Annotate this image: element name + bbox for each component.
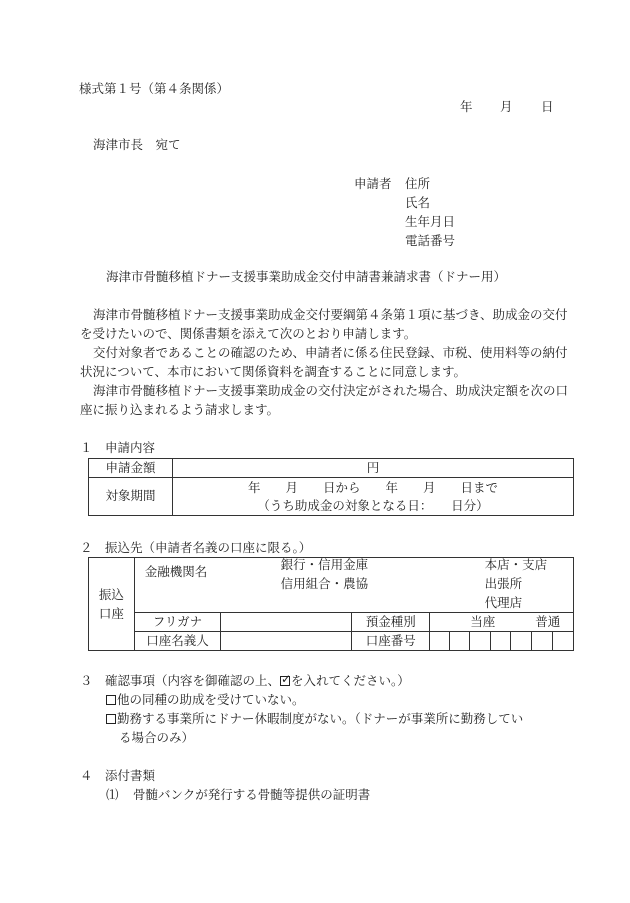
- account-digit-6: [532, 632, 553, 651]
- checkbox-icon[interactable]: [106, 714, 116, 724]
- section3-heading: [80, 675, 410, 688]
- transfer-label-line-2: 口座: [98, 606, 124, 621]
- applicant-label: 申請者: [354, 176, 392, 191]
- checkbox-icon[interactable]: [106, 695, 116, 705]
- period-line-2: （うち助成金の対象となる日： 日分）: [257, 497, 489, 513]
- bank-type-line-1: 銀行・信用金庫: [280, 557, 369, 572]
- body-paragraph-3: 海津市骨髄移植ドナー支援事業助成金の交付決定がされた場合、助成決定額を次の口座に振り込まれるよう請求します。: [80, 383, 569, 417]
- account-digit-1: [430, 632, 450, 651]
- bank-name-cell: [221, 558, 574, 613]
- applicant-phone-label: 電話番号: [405, 233, 456, 248]
- section4-heading: ４ 添付書類: [80, 768, 156, 783]
- applicant-name-label: 氏名: [405, 195, 431, 210]
- account-digit-4: [490, 632, 511, 651]
- date-day-label: 日: [541, 99, 554, 114]
- branch-type-2: 出張所: [484, 576, 523, 591]
- branch-type-3: 代理店: [484, 595, 523, 610]
- account-digit-2: [450, 632, 470, 651]
- body-text: [80, 305, 570, 419]
- deposit-current: 当座: [470, 613, 496, 629]
- confirm-item-2[interactable]: [106, 713, 523, 726]
- furigana-label: フリガナ: [134, 613, 220, 632]
- attachment-item-1-text: 骨髄バンクが発行する骨髄等提供の証明書: [133, 787, 371, 802]
- addressee: 海津市長 宛て: [93, 137, 181, 152]
- confirm-item-1-text: 他の同種の助成を受けていない。: [117, 692, 305, 707]
- form-number: 様式第１号（第４条関係）: [79, 81, 230, 96]
- confirm-item-1[interactable]: [106, 694, 305, 707]
- attachment-item-1-number: ⑴: [106, 787, 119, 802]
- bank-type-line-2: 信用組合・農協: [280, 576, 369, 591]
- applicant-address-label: 住所: [405, 176, 431, 191]
- body-paragraph-2: 交付対象者であることの確認のため、申請者に係る住民登録、市税、使用料等の納付状況について、本市において関係資料を調査することに同意します。: [80, 345, 568, 379]
- deposit-type-label: 預金種別: [352, 613, 430, 632]
- account-holder-value: [221, 632, 352, 651]
- period-line-1: 年 月 日から 年 月 日まで: [247, 479, 498, 495]
- account-number-label: 口座番号: [352, 632, 430, 651]
- confirm-item-2-text: 勤務する事業所にドナー休暇制度がない。（ドナーが事業所に勤務してい: [117, 711, 524, 726]
- amount-unit: 円: [173, 459, 574, 478]
- bank-name-label: 金融機関名: [134, 558, 220, 613]
- applicant-birthdate-label: 生年月日: [405, 214, 456, 229]
- branch-type-1: 本店・支店: [484, 557, 548, 572]
- account-digit-5: [511, 632, 532, 651]
- period-label: 対象期間: [89, 478, 173, 516]
- confirm-item-2-continuation: る場合のみ）: [119, 730, 195, 745]
- account-digit-7: [553, 632, 574, 651]
- deposit-ordinary: 普通: [535, 613, 561, 629]
- date-month-label: 月: [500, 99, 513, 114]
- section1-heading: １ 申請内容: [80, 440, 156, 455]
- application-table: [88, 458, 574, 516]
- bank-account-table: [88, 557, 574, 651]
- section2-heading: ２ 振込先（申請者名義の口座に限る。）: [80, 540, 312, 555]
- account-digit-3: [469, 632, 490, 651]
- date-year-label: 年: [460, 99, 473, 114]
- section3-heading-suffix: を入れてください。）: [291, 673, 410, 688]
- body-paragraph-1: 海津市骨髄移植ドナー支援事業助成金交付要綱第４条第１項に基づき、助成金の交付を受けたいので、関係書類を添えて次のとおり申請します。: [80, 307, 568, 341]
- document-title: 海津市骨髄移植ドナー支援事業助成金交付申請書兼請求書（ドナー用）: [106, 269, 507, 284]
- amount-label: 申請金額: [89, 459, 173, 478]
- transfer-account-label: [89, 558, 135, 651]
- account-holder-label: 口座名義人: [134, 632, 220, 651]
- checked-box-icon: [280, 676, 290, 686]
- section3-heading-prefix: ３ 確認事項（内容を御確認の上、: [80, 673, 281, 688]
- deposit-type-cell: [430, 613, 574, 632]
- transfer-label-line-1: 振込: [98, 587, 124, 602]
- period-cell: [173, 478, 574, 516]
- furigana-value: [221, 613, 352, 632]
